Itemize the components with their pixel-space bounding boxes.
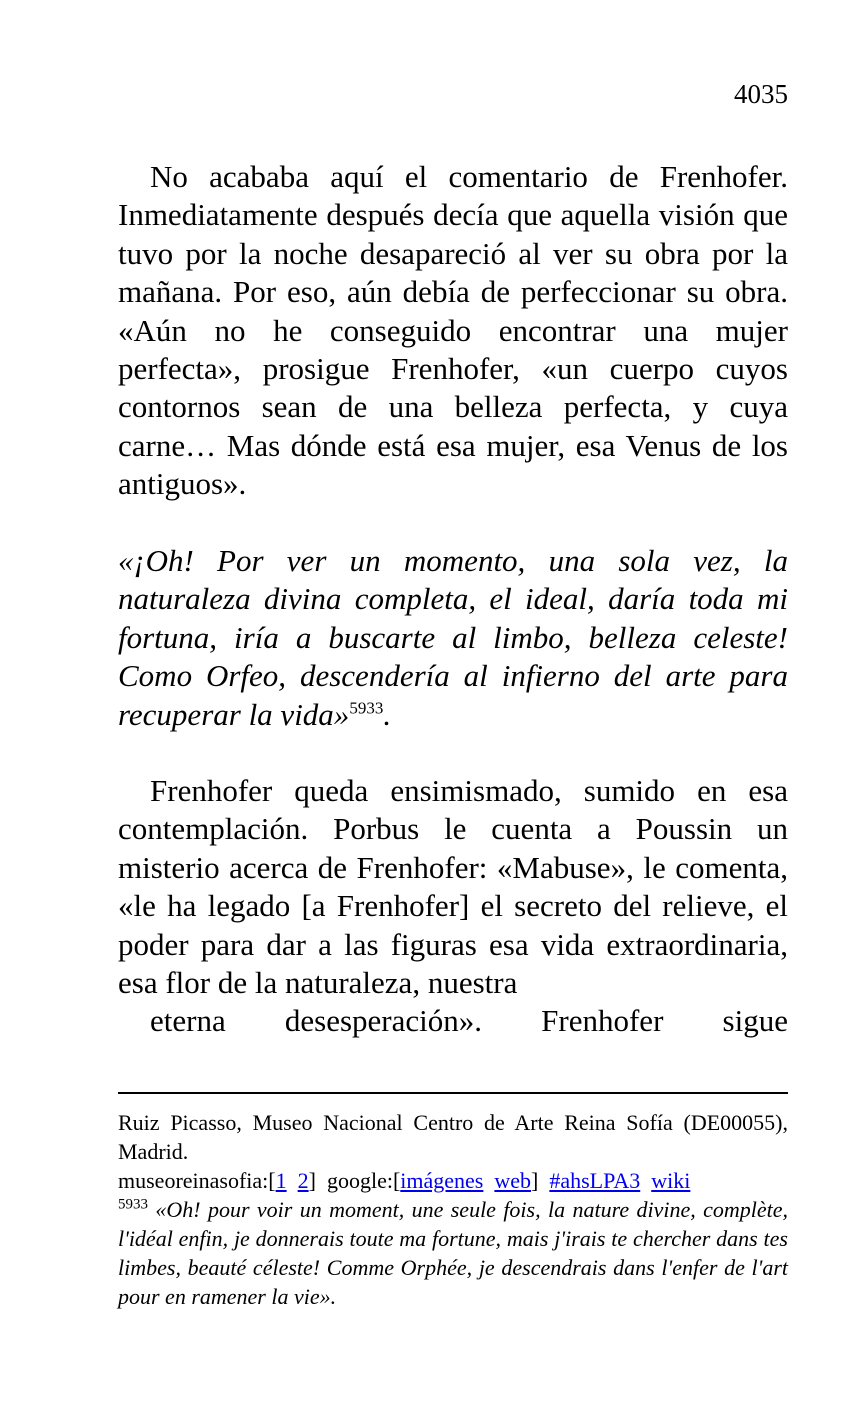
footnote-5933 <box>118 1195 788 1311</box>
footnote-divider <box>118 1092 788 1094</box>
page-number: 4035 <box>734 79 788 109</box>
bracket: [ <box>392 1168 401 1193</box>
footnote-text: «Oh! pour voir un moment, une seule fois, la nature divine, complète, l'idéal enfin, je donnerais toute ma fortune, mais j'irais te chercher dans tes limbes, beauté céleste! Comme Orphée, je descendrais dans l'enfer de l'art pour en ramener la vie». <box>118 1197 789 1309</box>
quote-end: . <box>383 696 392 732</box>
bracket: ] <box>308 1168 316 1193</box>
tag-link[interactable]: #ahsLPA3 <box>549 1168 641 1193</box>
body-paragraph: No acababa aquí el comentario de Frenhofer. Inmediatamente después decía que aquella visión que tuvo por la noche desapareció al ver su obra por la mañana. Por eso, aún debía de perfeccionar su obra. «Aún no he conseguido encontrar una mujer perfecta», prosigue Frenhofer, «un cuerpo cuyos contornos sean de una belleza perfecta, y cuya carne… Mas dónde está esa mujer, esa Venus de los antiguos». <box>118 159 788 502</box>
bracket: ] <box>531 1168 539 1193</box>
wiki-link[interactable]: wiki <box>651 1168 691 1193</box>
museo-link-1[interactable]: 1 <box>275 1168 287 1193</box>
footnote-number: 5933 <box>118 1196 148 1213</box>
footnotes <box>118 1108 788 1311</box>
paragraph-text: Frenhofer queda ensimismado, sumido en esa contemplación. Porbus le cuenta a Poussin un misterio acerca de Frenhofer: «Mabuse», le comenta, «le ha legado [a Frenhofer] el secreto del relieve, el poder para dar a las figuras esa vida extraordinaria, esa flor de la naturaleza, nuestra <box>118 773 788 1001</box>
image-credit: Ruiz Picasso, Museo Nacional Centro de Arte Reina Sofía (DE00055), Madrid. <box>118 1110 788 1164</box>
bracket: [ <box>268 1168 276 1193</box>
quote-text: «¡Oh! Por ver un momento, una sola vez, la naturaleza divina completa, el ideal, daría toda mi fortuna, iría a buscarte al limbo, belleza celeste! Como Orfeo, descendería al infierno del arte para recuperar la vida» <box>118 543 788 732</box>
google-web-link[interactable]: web <box>494 1168 532 1193</box>
italic-quote <box>118 542 788 734</box>
museo-link-2[interactable]: 2 <box>297 1168 309 1193</box>
footnote-reference[interactable]: 5933 <box>349 698 384 718</box>
reference-links <box>118 1166 788 1195</box>
museo-label: museoreinasofia: <box>118 1168 269 1193</box>
google-images-link[interactable]: imágenes <box>400 1168 484 1193</box>
google-label: google: <box>326 1168 393 1193</box>
paragraph-last-line: eterna desesperación». Frenhofer sigue <box>150 1003 788 1039</box>
body-paragraph <box>118 772 788 1041</box>
